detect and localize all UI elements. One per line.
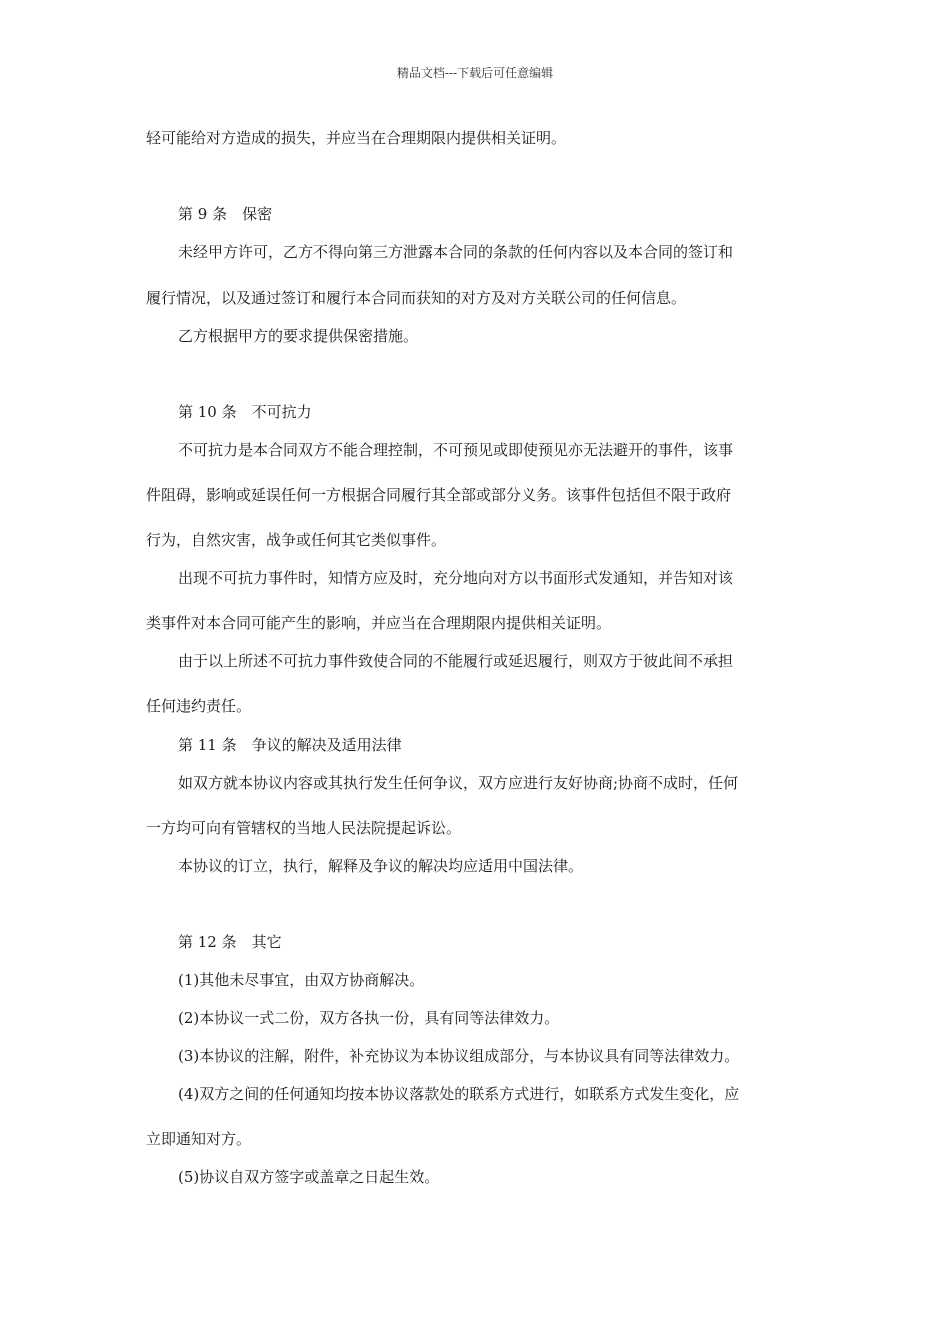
paragraph-line: 行为，自然灾害，战争或任何其它类似事件。 bbox=[146, 531, 447, 549]
paragraph-line: 履行情况，以及通过签订和履行本合同而获知的对方及对方关联公司的任何信息。 bbox=[146, 289, 687, 307]
paragraph-line: 任何违约责任。 bbox=[146, 697, 252, 715]
paragraph-line: 件阻碍，影响或延误任何一方根据合同履行其全部或部分义务。该事件包括但不限于政府 bbox=[146, 486, 732, 504]
paragraph-line: 不可抗力是本合同双方不能合理控制，不可预见或即使预见亦无法避开的事件，该事 bbox=[178, 441, 734, 459]
list-item: (5)协议自双方签字或盖章之日起生效。 bbox=[178, 1168, 440, 1186]
paragraph-line: 如双方就本协议内容或其执行发生任何争议，双方应进行友好协商;协商不成时，任何 bbox=[178, 774, 739, 792]
paragraph-line: 本协议的订立，执行，解释及争议的解决均应适用中国法律。 bbox=[178, 857, 584, 875]
list-item: (3)本协议的注解，附件，补充协议为本协议组成部分，与本协议具有同等法律效力。 bbox=[178, 1047, 740, 1065]
paragraph-line: 类事件对本合同可能产生的影响，并应当在合理期限内提供相关证明。 bbox=[146, 614, 612, 632]
section-heading: 第 12 条 其它 bbox=[178, 933, 282, 951]
list-item-continuation: 立即通知对方。 bbox=[146, 1130, 252, 1148]
paragraph-line: 一方均可向有管辖权的当地人民法院提起诉讼。 bbox=[146, 819, 462, 837]
list-item: (1)其他未尽事宜，由双方协商解决。 bbox=[178, 971, 425, 989]
paragraph-line: 出现不可抗力事件时，知情方应及时，充分地向对方以书面形式发通知，并告知对该 bbox=[178, 569, 734, 587]
paragraph-line: 由于以上所述不可抗力事件致使合同的不能履行或延迟履行，则双方于彼此间不承担 bbox=[178, 652, 734, 670]
paragraph-line: 未经甲方许可，乙方不得向第三方泄露本合同的条款的任何内容以及本合同的签订和 bbox=[178, 243, 734, 261]
page-header: 精品文档---下载后可任意编辑 bbox=[396, 66, 554, 80]
section-heading: 第 10 条 不可抗力 bbox=[178, 403, 312, 421]
paragraph-line: 轻可能给对方造成的损失，并应当在合理期限内提供相关证明。 bbox=[146, 129, 567, 147]
section-heading: 第 11 条 争议的解决及适用法律 bbox=[178, 736, 402, 754]
list-item: (4)双方之间的任何通知均按本协议落款处的联系方式进行，如联系方式发生变化，应 bbox=[178, 1085, 740, 1103]
paragraph-line: 乙方根据甲方的要求提供保密措施。 bbox=[178, 327, 419, 345]
list-item: (2)本协议一式二份，双方各执一份，具有同等法律效力。 bbox=[178, 1009, 560, 1027]
section-heading: 第 9 条 保密 bbox=[178, 205, 273, 223]
